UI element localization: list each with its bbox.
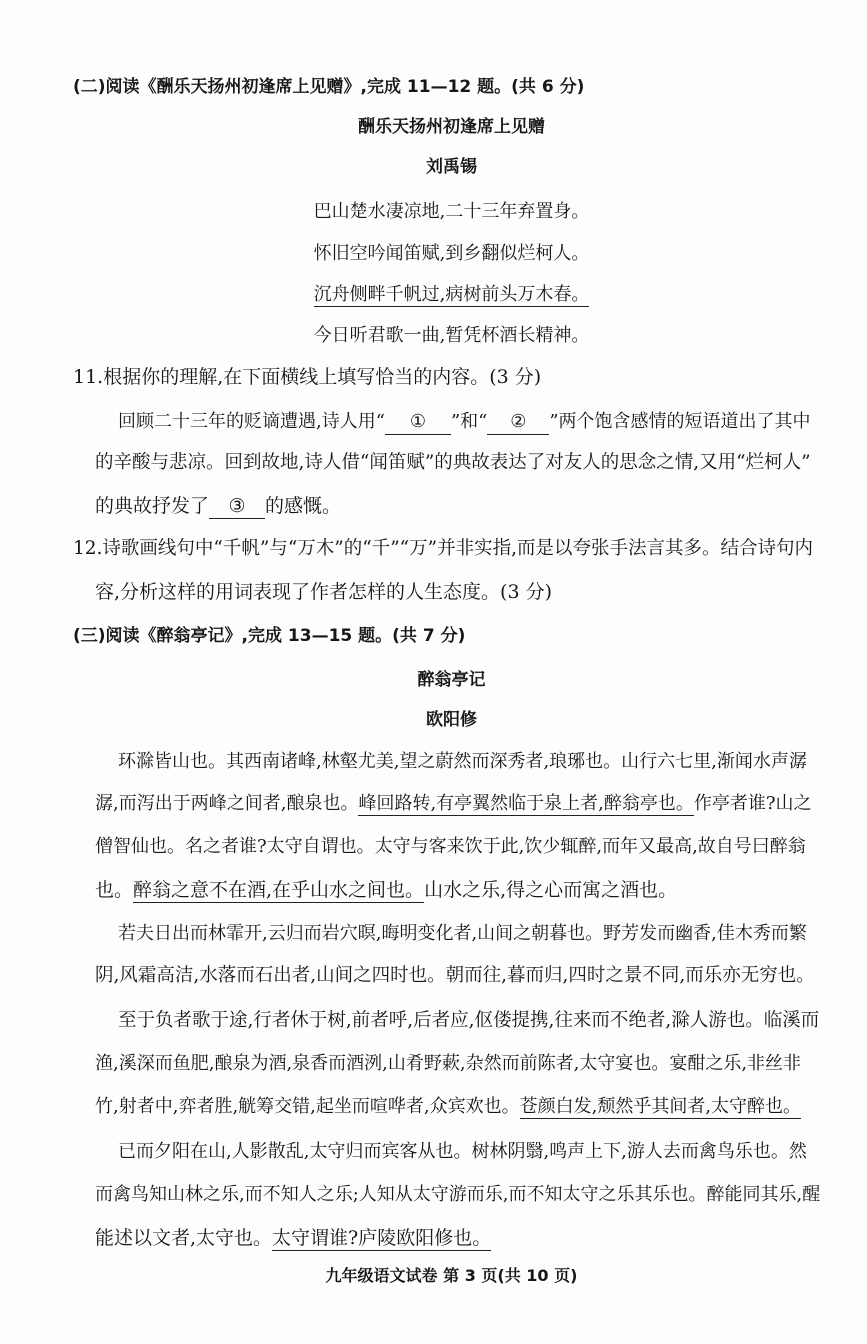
essay-line: 渔,溪深而鱼肥,酿泉为酒,泉香而酒洌,山肴野蔌,杂然而前陈者,太守宴也。宴酣之乐,非丝非 bbox=[95, 1053, 802, 1074]
underlined-verse: 沉舟侧畔千帆过,病树前头万木春。 bbox=[313, 284, 590, 305]
underlined-sentence: 太守谓谁?庐陵欧阳修也。 bbox=[272, 1227, 492, 1249]
text-segment: 竹,射者中,弈者胜,觥筹交错,起坐而喧哗者,众宾欢也。 bbox=[95, 1096, 520, 1117]
text-segment: 也。 bbox=[95, 879, 134, 901]
answer-blank-2[interactable]: ② bbox=[487, 410, 549, 435]
section-heading-3: (三)阅读《醉翁亭记》,完成 13—15 题。(共 7 分) bbox=[73, 626, 466, 646]
essay-line: 已而夕阳在山,人影散乱,太守归而宾客从也。树林阴翳,鸣声上下,游人去而禽鸟乐也。然 bbox=[118, 1141, 807, 1162]
poem-line: 今日听君歌一曲,暂凭杯酒长精神。 bbox=[313, 325, 590, 346]
essay-line bbox=[95, 1095, 801, 1119]
underlined-sentence: 醉翁之意不在酒,在乎山水之间也。 bbox=[133, 879, 425, 901]
text-segment: 能述以文者,太守也。 bbox=[95, 1227, 273, 1249]
page-footer: 九年级语文试卷 第 3 页(共 10 页) bbox=[325, 1266, 578, 1285]
essay-line bbox=[95, 878, 677, 902]
poem-title: 酬乐天扬州初逢席上见赠 bbox=[358, 117, 545, 137]
text-segment: 潺,而泻出于两峰之间者,酿泉也。 bbox=[95, 793, 359, 814]
question-12-line1: 12.诗歌画线句中“千帆”与“万木”的“千”“万”并非实指,而是以夸张手法言其多。结合诗句内 bbox=[73, 538, 813, 559]
text-segment: ”和“ bbox=[450, 411, 488, 432]
answer-blank-1[interactable]: ① bbox=[385, 410, 451, 435]
text-segment: 的感慨。 bbox=[265, 495, 342, 517]
essay-line: 而禽鸟知山林之乐,而不知人之乐;人知从太守游而乐,而不知太守之乐其乐也。醉能同其乐,醒 bbox=[95, 1184, 821, 1205]
text-segment: 山水之乐,得之心而寓之酒也。 bbox=[424, 879, 678, 901]
essay-line bbox=[95, 792, 812, 816]
question-11-stem: 11.根据你的理解,在下面横线上填写恰当的内容。(3 分) bbox=[73, 366, 542, 388]
question-11-line2: 的辛酸与悲凉。回到故地,诗人借“闻笛赋”的典故表达了对友人的思念之情,又用“烂柯人” bbox=[95, 452, 811, 473]
question-11-line1 bbox=[118, 410, 811, 435]
essay-line: 僧智仙也。名之者谁?太守自谓也。太守与客来饮于此,饮少辄醉,而年又最高,故自号曰醉翁 bbox=[95, 836, 806, 857]
question-12-line2: 容,分析这样的用词表现了作者怎样的人生态度。(3 分) bbox=[95, 581, 552, 603]
answer-blank-3[interactable]: ③ bbox=[209, 494, 265, 519]
poem-author: 刘禹锡 bbox=[426, 157, 477, 177]
essay-author: 欧阳修 bbox=[426, 710, 477, 730]
essay-title: 醉翁亭记 bbox=[417, 670, 486, 690]
poem-line: 巴山楚水凄凉地,二十三年弃置身。 bbox=[313, 201, 590, 222]
essay-line: 环滁皆山也。其西南诸峰,林壑尤美,望之蔚然而深秀者,琅琊也。山行六七里,渐闻水声潺 bbox=[118, 751, 807, 772]
poem-line: 怀旧空吟闻笛赋,到乡翻似烂柯人。 bbox=[313, 243, 590, 264]
underlined-sentence: 峰回路转,有亭翼然临于泉上者,醉翁亭也。 bbox=[358, 793, 694, 814]
essay-line bbox=[95, 1226, 491, 1250]
essay-line: 若夫日出而林霏开,云归而岩穴暝,晦明变化者,山间之朝暮也。野芳发而幽香,佳木秀而繁 bbox=[118, 923, 807, 944]
question-11-line3 bbox=[95, 494, 341, 519]
underlined-sentence: 苍颜白发,颓然乎其间者,太守醉也。 bbox=[519, 1096, 802, 1117]
text-segment: ”两个饱含感情的短语道出了其中 bbox=[549, 411, 811, 432]
essay-line: 阴,风霜高洁,水落而石出者,山间之四时也。朝而往,暮而归,四时之景不同,而乐亦无穷也。 bbox=[95, 965, 815, 986]
text-segment: 的典故抒发了 bbox=[95, 495, 210, 517]
text-segment: 作亭者谁?山之 bbox=[693, 793, 812, 814]
essay-line: 至于负者歌于途,行者休于树,前者呼,后者应,伛偻提携,往来而不绝者,滁人游也。临溪而 bbox=[118, 1010, 820, 1031]
poem-line-underlined bbox=[0, 283, 867, 307]
text-segment: 回顾二十三年的贬谪遭遇,诗人用“ bbox=[118, 411, 385, 432]
section-heading-2: (二)阅读《酬乐天扬州初逢席上见赠》,完成 11—12 题。(共 6 分) bbox=[73, 77, 585, 97]
